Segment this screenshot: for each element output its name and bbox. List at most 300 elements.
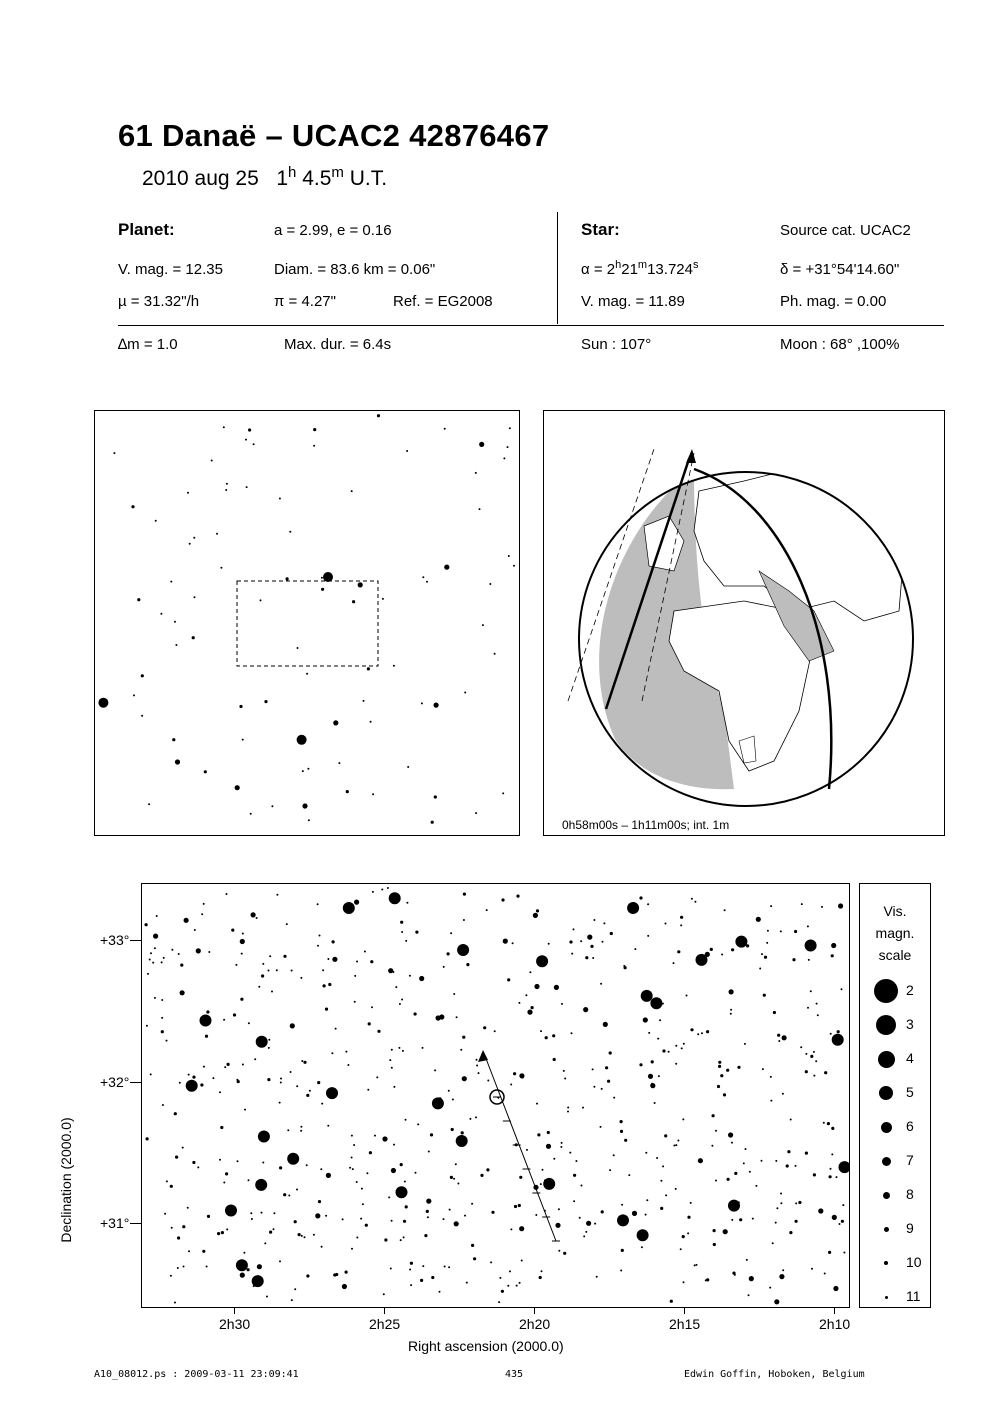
star-dot	[731, 1219, 733, 1221]
star-dot	[283, 955, 286, 958]
scale-row	[860, 1049, 930, 1069]
star-dot	[648, 1074, 653, 1079]
star-dot	[300, 1126, 302, 1128]
star-dot	[463, 919, 465, 921]
star-dot	[377, 1030, 380, 1033]
star-dot	[405, 1205, 408, 1208]
scale-row	[860, 1287, 930, 1307]
star-dot	[235, 785, 240, 790]
star-dot	[391, 1168, 396, 1173]
star-dot	[828, 1251, 831, 1254]
star-dot	[392, 971, 394, 973]
star-dot	[321, 1103, 323, 1105]
star-dot	[548, 943, 550, 945]
star-dot	[659, 1019, 661, 1021]
star-dot	[237, 1160, 239, 1162]
star-dot	[391, 1220, 393, 1222]
star-dot	[154, 997, 156, 999]
star-dot	[294, 1220, 297, 1223]
star-dot	[501, 1290, 504, 1293]
scale-row	[860, 1015, 930, 1035]
star-dot	[174, 1112, 177, 1115]
star-dot	[761, 953, 763, 955]
ytick-32: +32°	[100, 1074, 130, 1090]
star-dot	[236, 1079, 238, 1081]
star-dot	[343, 902, 355, 914]
star-dot	[240, 1273, 245, 1278]
star-dot	[787, 1150, 790, 1153]
star-dot	[242, 933, 244, 935]
star-dot	[462, 1076, 467, 1081]
star-dot	[326, 1173, 331, 1178]
star-dot	[701, 1032, 703, 1034]
star-dot	[302, 803, 307, 808]
star-dot	[536, 955, 548, 967]
star-dot	[473, 1257, 476, 1260]
star-dot	[514, 1205, 517, 1208]
asteroid-path-arrow	[478, 1050, 488, 1062]
star-dot	[175, 644, 177, 646]
star-dot	[609, 1169, 611, 1171]
star-dot	[328, 983, 331, 986]
star-dot	[279, 1260, 281, 1262]
star-dot	[561, 1142, 563, 1144]
asteroid-path	[485, 1056, 556, 1241]
star-dot	[388, 968, 393, 973]
chart-stars	[145, 887, 850, 1304]
star-dot	[438, 1097, 441, 1100]
star-dot	[216, 533, 218, 535]
star-dot	[290, 1023, 295, 1028]
star-dot	[602, 941, 604, 943]
star-dot	[289, 531, 291, 533]
star-dot	[390, 1268, 392, 1270]
y-axis-label: Declination (2000.0)	[58, 1117, 74, 1243]
star-dot	[450, 932, 452, 934]
star-dot	[342, 1218, 344, 1220]
star-dot	[780, 1193, 782, 1195]
star-dot	[832, 1034, 844, 1046]
star-dot	[356, 1237, 358, 1239]
star-dot	[613, 1097, 615, 1099]
star-dot	[453, 993, 455, 995]
star-dot	[821, 906, 823, 908]
star-dot	[519, 1226, 524, 1231]
star-dot	[527, 1010, 532, 1015]
star-ra: $\alpha = 2^h21^m13.724^s$	[581, 259, 699, 278]
star-dot	[471, 1203, 473, 1205]
star-dot	[113, 452, 115, 454]
star-dot	[526, 1149, 528, 1151]
star-dot	[569, 940, 572, 943]
star-dot	[219, 1091, 221, 1093]
star-dot	[434, 1069, 436, 1071]
star-dot	[256, 1036, 268, 1048]
star-dot	[457, 944, 469, 956]
star-dot	[206, 1010, 209, 1013]
star-dot	[841, 1220, 844, 1223]
star-dot	[288, 1195, 290, 1197]
star-dot	[200, 1083, 203, 1086]
star-dot	[321, 588, 324, 591]
star-dot	[333, 720, 338, 725]
star-dot	[462, 1036, 465, 1039]
xtick-2h15: 2h15	[669, 1316, 701, 1332]
star-dot	[396, 1186, 408, 1198]
star-dot	[839, 1161, 850, 1173]
star-dot	[808, 959, 810, 961]
star-dot	[346, 790, 349, 793]
star-dot	[583, 1007, 588, 1012]
star-dot	[370, 721, 372, 723]
star-dot	[634, 948, 636, 950]
star-dot	[306, 1094, 309, 1097]
star-dot	[620, 1120, 623, 1123]
star-dot	[839, 1223, 841, 1225]
star-dot	[641, 1246, 643, 1248]
star-dot	[443, 966, 445, 968]
star-dot	[188, 1250, 190, 1252]
star-dot	[463, 893, 466, 896]
star-dot	[677, 950, 680, 953]
star-dot	[306, 1164, 308, 1166]
star-dot	[778, 1040, 780, 1042]
star-dot	[317, 1081, 320, 1084]
star-dot	[841, 988, 843, 990]
planet-heading: Planet:	[118, 220, 175, 239]
star-dot	[404, 1181, 406, 1183]
star-dot	[587, 935, 592, 940]
star-dot	[718, 1061, 721, 1064]
scale-row	[860, 1083, 930, 1103]
star-dot	[296, 1189, 298, 1191]
star-dot	[405, 1119, 407, 1121]
star-dot	[534, 984, 539, 989]
scale-mag-label: 5	[906, 1084, 914, 1100]
star-dot	[596, 1276, 598, 1278]
star-dot	[226, 893, 228, 895]
star-dot	[813, 1173, 816, 1176]
star-dot	[264, 1242, 266, 1244]
star-dot	[482, 624, 484, 626]
event-minute: 4.5	[302, 167, 332, 190]
star-dot	[795, 1220, 798, 1223]
star-dot	[453, 1178, 455, 1180]
star-dot	[779, 1274, 784, 1279]
star-dot	[508, 555, 510, 557]
star-dot	[208, 951, 210, 953]
star-dot	[585, 956, 588, 959]
star-dot	[444, 565, 449, 570]
star-dot	[174, 621, 176, 623]
star-dot	[775, 1222, 777, 1224]
star-dot	[843, 1252, 845, 1254]
star-dot	[279, 1102, 281, 1104]
star-dot	[756, 917, 761, 922]
star-dot	[248, 1179, 250, 1181]
star-dot	[816, 1003, 818, 1005]
star-dot	[698, 1158, 703, 1163]
star-dot	[509, 1270, 511, 1272]
star-dot	[731, 1142, 733, 1144]
star-dot	[196, 948, 201, 953]
star-dot	[428, 1151, 430, 1153]
star-dot	[317, 945, 319, 947]
star-dot	[256, 917, 258, 919]
star-dot	[170, 1275, 172, 1277]
star-dot	[182, 1225, 185, 1228]
star-dot	[203, 903, 205, 905]
star-dot	[137, 598, 140, 601]
scale-mag-label: 2	[906, 982, 914, 998]
star-dot	[772, 1242, 774, 1244]
star-dot	[507, 1285, 509, 1287]
star-dot	[564, 1078, 566, 1080]
star-dot	[763, 994, 766, 997]
star-dot	[519, 1176, 522, 1179]
star-dot	[351, 1248, 353, 1250]
star-dot	[479, 442, 484, 447]
scale-dot	[883, 1192, 890, 1199]
star-source: Source cat. UCAC2	[780, 222, 911, 239]
star-dot	[499, 1277, 501, 1279]
star-dot	[175, 1156, 178, 1159]
star-dot	[687, 1216, 690, 1219]
star-dot	[271, 991, 273, 993]
star-dot	[475, 1116, 477, 1118]
star-dot	[518, 1002, 520, 1004]
star-dot	[160, 613, 162, 615]
star-dot	[759, 968, 761, 970]
star-dot	[545, 1036, 548, 1039]
star-dot	[456, 1016, 458, 1018]
finder-chart	[94, 410, 520, 836]
star-dot	[319, 935, 321, 937]
star-dot	[247, 1268, 250, 1271]
star-dot	[317, 903, 319, 905]
star-dot	[201, 913, 203, 915]
star-dot	[516, 895, 519, 898]
star-dot	[535, 1214, 537, 1216]
star-dot	[541, 1270, 543, 1272]
star-dot	[580, 940, 582, 942]
star-dot	[290, 1071, 292, 1073]
star-dot	[706, 1030, 709, 1033]
star-dot	[261, 1212, 263, 1214]
star-dot	[354, 975, 356, 977]
scale-dot	[884, 1227, 889, 1232]
star-dot	[248, 1022, 250, 1024]
star-dot	[452, 1099, 454, 1101]
star-dot	[406, 450, 408, 452]
star-dot	[801, 903, 803, 905]
star-dot	[141, 674, 144, 677]
star-dot	[770, 905, 772, 907]
star-dot	[694, 901, 696, 903]
star-dot	[683, 1043, 685, 1045]
star-dot	[400, 1239, 402, 1241]
star-dot	[525, 994, 527, 996]
star-dot	[476, 1065, 478, 1067]
star-dot	[220, 567, 222, 569]
star-dot	[648, 1032, 650, 1034]
star-dot	[403, 1220, 406, 1223]
scale-dot	[879, 1086, 893, 1100]
star-dot	[273, 1212, 275, 1214]
star-dot	[610, 932, 613, 935]
planet-reference: Ref. = EG2008	[393, 293, 493, 310]
star-dot	[727, 1178, 730, 1181]
star-dot	[683, 1281, 685, 1283]
star-dot	[637, 1229, 649, 1241]
star-dot	[665, 923, 667, 925]
star-dot	[251, 1218, 253, 1220]
star-dot	[325, 1008, 328, 1011]
star-dot	[203, 1066, 205, 1068]
star-dot	[486, 1168, 489, 1171]
star-dot	[660, 1207, 663, 1210]
star-dot	[573, 1200, 575, 1202]
scale-row	[860, 1185, 930, 1205]
star-dot	[664, 1134, 667, 1137]
star-dot	[466, 1282, 468, 1284]
star-dot	[276, 894, 278, 896]
star-dot	[600, 1126, 602, 1128]
star-dot	[620, 1130, 623, 1133]
star-dot	[471, 1244, 474, 1247]
star-dot	[257, 1264, 262, 1269]
star-dot	[498, 1301, 500, 1303]
star-dot	[297, 647, 299, 649]
star-dot	[303, 1061, 306, 1064]
star-dot	[320, 1168, 322, 1170]
event-datetime	[142, 164, 387, 191]
star-dot	[830, 1168, 832, 1170]
star-dot	[513, 565, 515, 567]
star-dot	[399, 1003, 401, 1005]
magnitude-scale	[859, 883, 931, 1308]
globe-panel	[543, 410, 945, 836]
star-dot	[313, 428, 316, 431]
star-dot	[561, 1003, 563, 1005]
zoom-box	[237, 581, 378, 666]
star-dot	[805, 1053, 807, 1055]
star-dot	[98, 698, 108, 708]
star-dot	[531, 1006, 534, 1009]
star-dot	[204, 770, 207, 773]
footer-author: Edwin Goffin, Hoboken, Belgium	[684, 1369, 865, 1380]
star-dot	[813, 1051, 815, 1053]
star-dot	[326, 1087, 338, 1099]
star-dot	[291, 1299, 293, 1301]
star-dot	[585, 1231, 587, 1233]
xtick-2h30: 2h30	[219, 1316, 251, 1332]
star-dot	[183, 1266, 185, 1268]
scale-row	[860, 1219, 930, 1239]
star-dot	[516, 1285, 518, 1287]
star-dot	[723, 1229, 728, 1234]
scale-dot	[878, 1051, 895, 1068]
star-dot	[639, 1063, 642, 1066]
star-dot	[681, 1047, 683, 1049]
scale-mag-label: 9	[906, 1220, 914, 1236]
star-dot	[536, 909, 539, 912]
star-dot	[824, 1071, 827, 1074]
star-dot	[830, 1033, 832, 1035]
star-dot	[403, 1236, 405, 1238]
star-dot	[487, 1080, 489, 1082]
star-dot	[466, 963, 469, 966]
star-dot	[501, 898, 504, 901]
star-dot	[582, 1107, 584, 1109]
star-dot	[258, 1131, 270, 1143]
star-dot	[419, 976, 424, 981]
star-dot	[393, 1086, 395, 1088]
star-dot	[306, 1274, 309, 1277]
path-ticks	[493, 1097, 560, 1241]
event-hour: 1	[276, 167, 288, 190]
star-dot	[533, 913, 538, 918]
star-dot	[711, 1145, 713, 1147]
star-dot	[369, 1151, 372, 1154]
star-dot	[444, 1266, 446, 1268]
star-dot	[352, 1168, 354, 1170]
star-dot	[231, 929, 234, 932]
star-dot	[182, 1147, 184, 1149]
max-duration: Max. dur. = 6.4s	[284, 336, 392, 353]
scale-row	[860, 981, 930, 1001]
star-dot	[318, 1200, 321, 1203]
star-dot	[639, 896, 642, 899]
star-dot	[782, 1093, 784, 1095]
star-dot	[660, 1180, 662, 1182]
star-dot	[192, 1076, 195, 1079]
star-dot	[454, 1221, 459, 1226]
globe-caption: 0h58m00s – 1h11m00s; int. 1m	[562, 818, 730, 832]
star-dot	[235, 964, 237, 966]
star-dot	[613, 1154, 615, 1156]
star-dot	[510, 1228, 512, 1230]
star-dot	[628, 1174, 630, 1176]
star-dot	[645, 1214, 647, 1216]
star-dot	[810, 990, 812, 992]
star-dot	[177, 1236, 180, 1239]
star-dot	[813, 1075, 815, 1077]
planet-orbit: a = 2.99, e = 0.16	[274, 222, 392, 239]
star-dot	[673, 962, 675, 964]
star-dot	[552, 1034, 555, 1037]
star-dot	[163, 957, 165, 959]
star-dot	[782, 1035, 787, 1040]
star-dot	[510, 1084, 512, 1086]
star-dot	[831, 954, 834, 957]
star-dot	[335, 1273, 338, 1276]
footer-file: A10_08012.ps : 2009-03-11 23:09:41	[94, 1369, 299, 1380]
star-dot	[448, 1090, 450, 1092]
star-dot	[483, 1026, 486, 1029]
star-dot	[276, 969, 278, 971]
star-dot	[475, 472, 477, 474]
star-dot	[217, 1232, 220, 1235]
star-dot	[189, 543, 191, 545]
star-dot	[658, 1075, 660, 1077]
star-dot	[764, 956, 767, 959]
star-dot	[146, 1025, 148, 1027]
star-phmag: Ph. mag. = 0.00	[780, 293, 887, 310]
planet-vmag: V. mag. = 12.35	[118, 261, 223, 278]
star-dot	[715, 1180, 717, 1182]
star-dot	[268, 970, 270, 972]
